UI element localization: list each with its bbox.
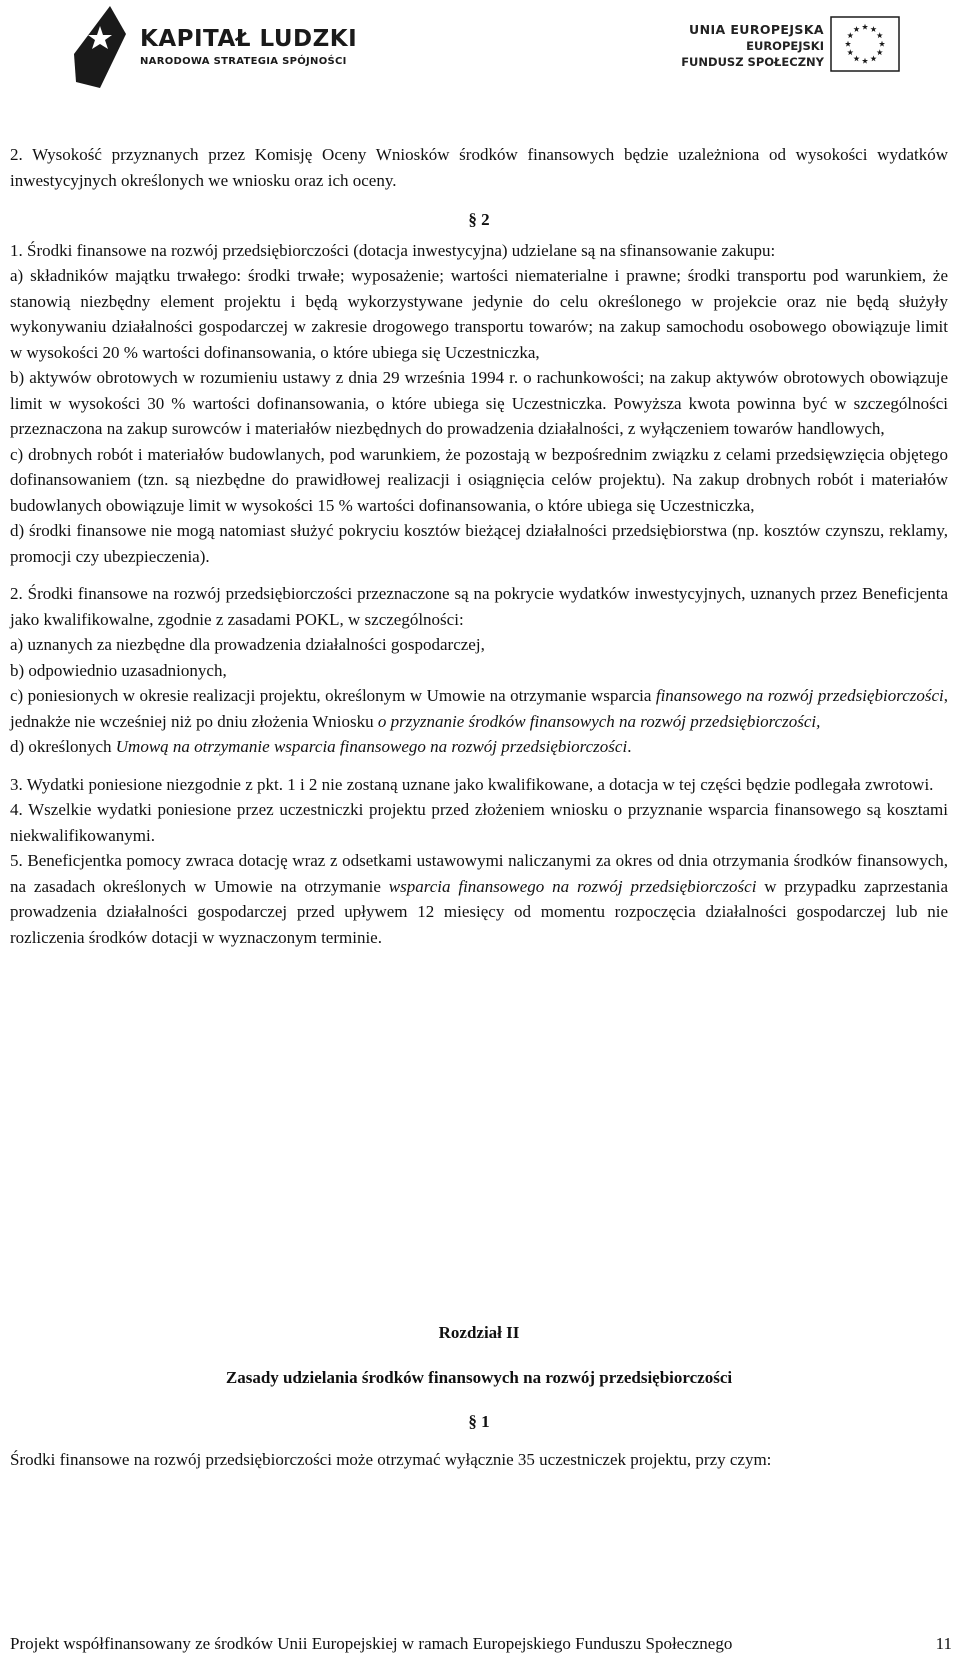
- paragraph-2d-italic: Umową na otrzymanie wsparcia finansowego na rozwój przedsiębiorczości: [115, 737, 628, 756]
- paragraph-1c: c) drobnych robót i materiałów budowlanych, pod warunkiem, że pozostają w bezpośrednim związku z celami przedsięwzięcia objętego dofinansowaniem (tzn. są niezbędne do prawidłowej realizacji i osiągnięcia celów projektu). Na zakup drobnych robót i materiałów budowlanych obowiązuje limit w wysokości 15 % wartości dofinansowania, o które ubiega się Uczestniczka,: [10, 444, 948, 515]
- paragraph-1: 1. Środki finansowe na rozwój przedsiębiorczości (dotacja inwestycyjna) udzielane są na sfinansowanie zakupu:: [10, 240, 776, 260]
- paragraph-2d-text1: d) określonych: [10, 737, 116, 756]
- section-heading-1: § 1: [468, 1412, 490, 1431]
- page-footer: [10, 1634, 952, 1654]
- paragraph-2: 2. Środki finansowe na rozwój przedsiębiorczości przeznaczone są na pokrycie wydatków inwestycyjnych, uznanych przez Beneficjenta jako kwalifikowalne, zgodnie z zasadami POKL, w szczególności:: [10, 584, 948, 629]
- section-heading-2: § 2: [468, 210, 490, 229]
- paragraph-3: 3. Wydatki poniesione niezgodnie z pkt. 1 i 2 nie zostaną uznane jako kwalifikowane, a dotacja w tej części będzie podlegała zwrotowi.: [10, 774, 934, 794]
- paragraph-2d-text2: .: [627, 737, 632, 756]
- document-body: [10, 142, 948, 950]
- eu-logo-line3: FUNDUSZ SPOŁECZNY: [681, 55, 824, 69]
- kapital-ludzki-title: KAPITAŁ LUDZKI: [140, 26, 358, 52]
- paragraph-2b: b) odpowiednio uzasadnionych,: [10, 660, 227, 680]
- eu-logo-text: [681, 22, 824, 70]
- paragraph-5-text2: w przypadku zaprzestania prowadzenia działalności gospodarczej przed upływem 12 miesięcy od momentu rozpoczęcia działalności gospodarczej lub nie rozliczenia środków dotacji w wyznaczonym terminie.: [10, 876, 948, 947]
- paragraph-5-text1: 5. Beneficjentka pomocy zwraca dotację wraz z odsetkami ustawowymi naliczanymi za okres od dnia otrzymania środków finansowych, na zasadach określonych w Umowie na otrzymanie: [10, 851, 948, 896]
- chapter-title: Zasady udzielania środków finansowych na rozwój przedsiębiorczości: [225, 1367, 733, 1387]
- paragraph-4: 4. Wszelkie wydatki poniesione przez uczestniczki projektu przed złożeniem wniosku o przyznanie wsparcia finansowego są kosztami niekwalifikowanymi.: [10, 800, 948, 845]
- paragraph-1a: a) składników majątku trwałego: środki trwałe; wyposażenie; wartości niematerialne i prawne; środki transportu pod warunkiem, że stanowią niezbędny element projektu i będą wykorzystywane jedynie do celu określonego w projekcie oraz nie będą służyły wykonywaniu działalności gospodarczej w zakresie drogowego transportu towarów; na zakup samochodu osobowego obowiązuje limit w wysokości 20 % wartości dofinansowania, o które ubiega się Uczestniczka,: [10, 266, 948, 362]
- paragraph-2c-text2: , jednakże nie wcześniej niż po dniu złożenia Wniosku: [10, 686, 948, 731]
- paragraph-5: [10, 848, 948, 950]
- eu-logo-line2: EUROPEJSKI: [746, 39, 824, 53]
- paragraph-2c-text1: c) poniesionych w okresie realizacji projektu, określonym w Umowie na otrzymanie wsparcia: [10, 686, 656, 705]
- footer-text: Projekt współfinansowany ze środków Unii Europejskiej w ramach Europejskiego Funduszu Społecznego: [10, 1634, 733, 1653]
- page-number: 11: [935, 1634, 952, 1653]
- kapital-ludzki-emblem-icon: [70, 4, 134, 90]
- paragraph-2c-italic2: o przyznanie środków finansowych na rozwój przedsiębiorczości,: [377, 711, 821, 731]
- paragraph-1d: d) środki finansowe nie mogą natomiast służyć pokryciu kosztów bieżącej działalności przedsiębiorstwa (np. kosztów czynszu, reklamy, promocji czy ubezpieczenia).: [10, 521, 948, 566]
- eu-logo-line1: UNIA EUROPEJSKA: [689, 22, 824, 37]
- paragraph-2c: [10, 683, 948, 734]
- kapital-ludzki-logo: [70, 4, 358, 90]
- kapital-ludzki-subtitle: NARODOWA STRATEGIA SPÓJNOŚCI: [140, 56, 347, 67]
- eu-flag-icon: [830, 16, 900, 72]
- eu-logo: [660, 12, 900, 82]
- paragraph-2d: [10, 734, 948, 760]
- chapter-block: [10, 1320, 948, 1472]
- chapter-heading: Rozdział II: [438, 1323, 520, 1342]
- paragraph-eligibility-amount: 2. Wysokość przyznanych przez Komisję Oceny Wniosków środków finansowych będzie uzależniona od wysokości wydatków inwestycyjnych określonych we wniosku oraz ich oceny.: [10, 145, 948, 190]
- paragraph-5-italic: wsparcia finansowego na rozwój przedsiębiorczości: [388, 876, 757, 896]
- paragraph-2c-italic1: finansowego na rozwój przedsiębiorczości: [655, 686, 944, 705]
- paragraph-last: Środki finansowe na rozwój przedsiębiorczości może otrzymać wyłącznie 35 uczestniczek projektu, przy czym:: [10, 1449, 772, 1469]
- paragraph-2a: a) uznanych za niezbędne dla prowadzenia działalności gospodarczej,: [10, 635, 485, 654]
- paragraph-1b: b) aktywów obrotowych w rozumieniu ustawy z dnia 29 września 1994 r. o rachunkowości; na zakup aktywów obrotowych obowiązuje limit w wysokości 30 % wartości dofinansowania, o które ubiega się Uczestniczka. Powyższa kwota powinna być w szczególności przeznaczona na zakup surowców i materiałów niezbędnych do prowadzenia działalności, z wyłączeniem towarów handlowych,: [10, 368, 948, 438]
